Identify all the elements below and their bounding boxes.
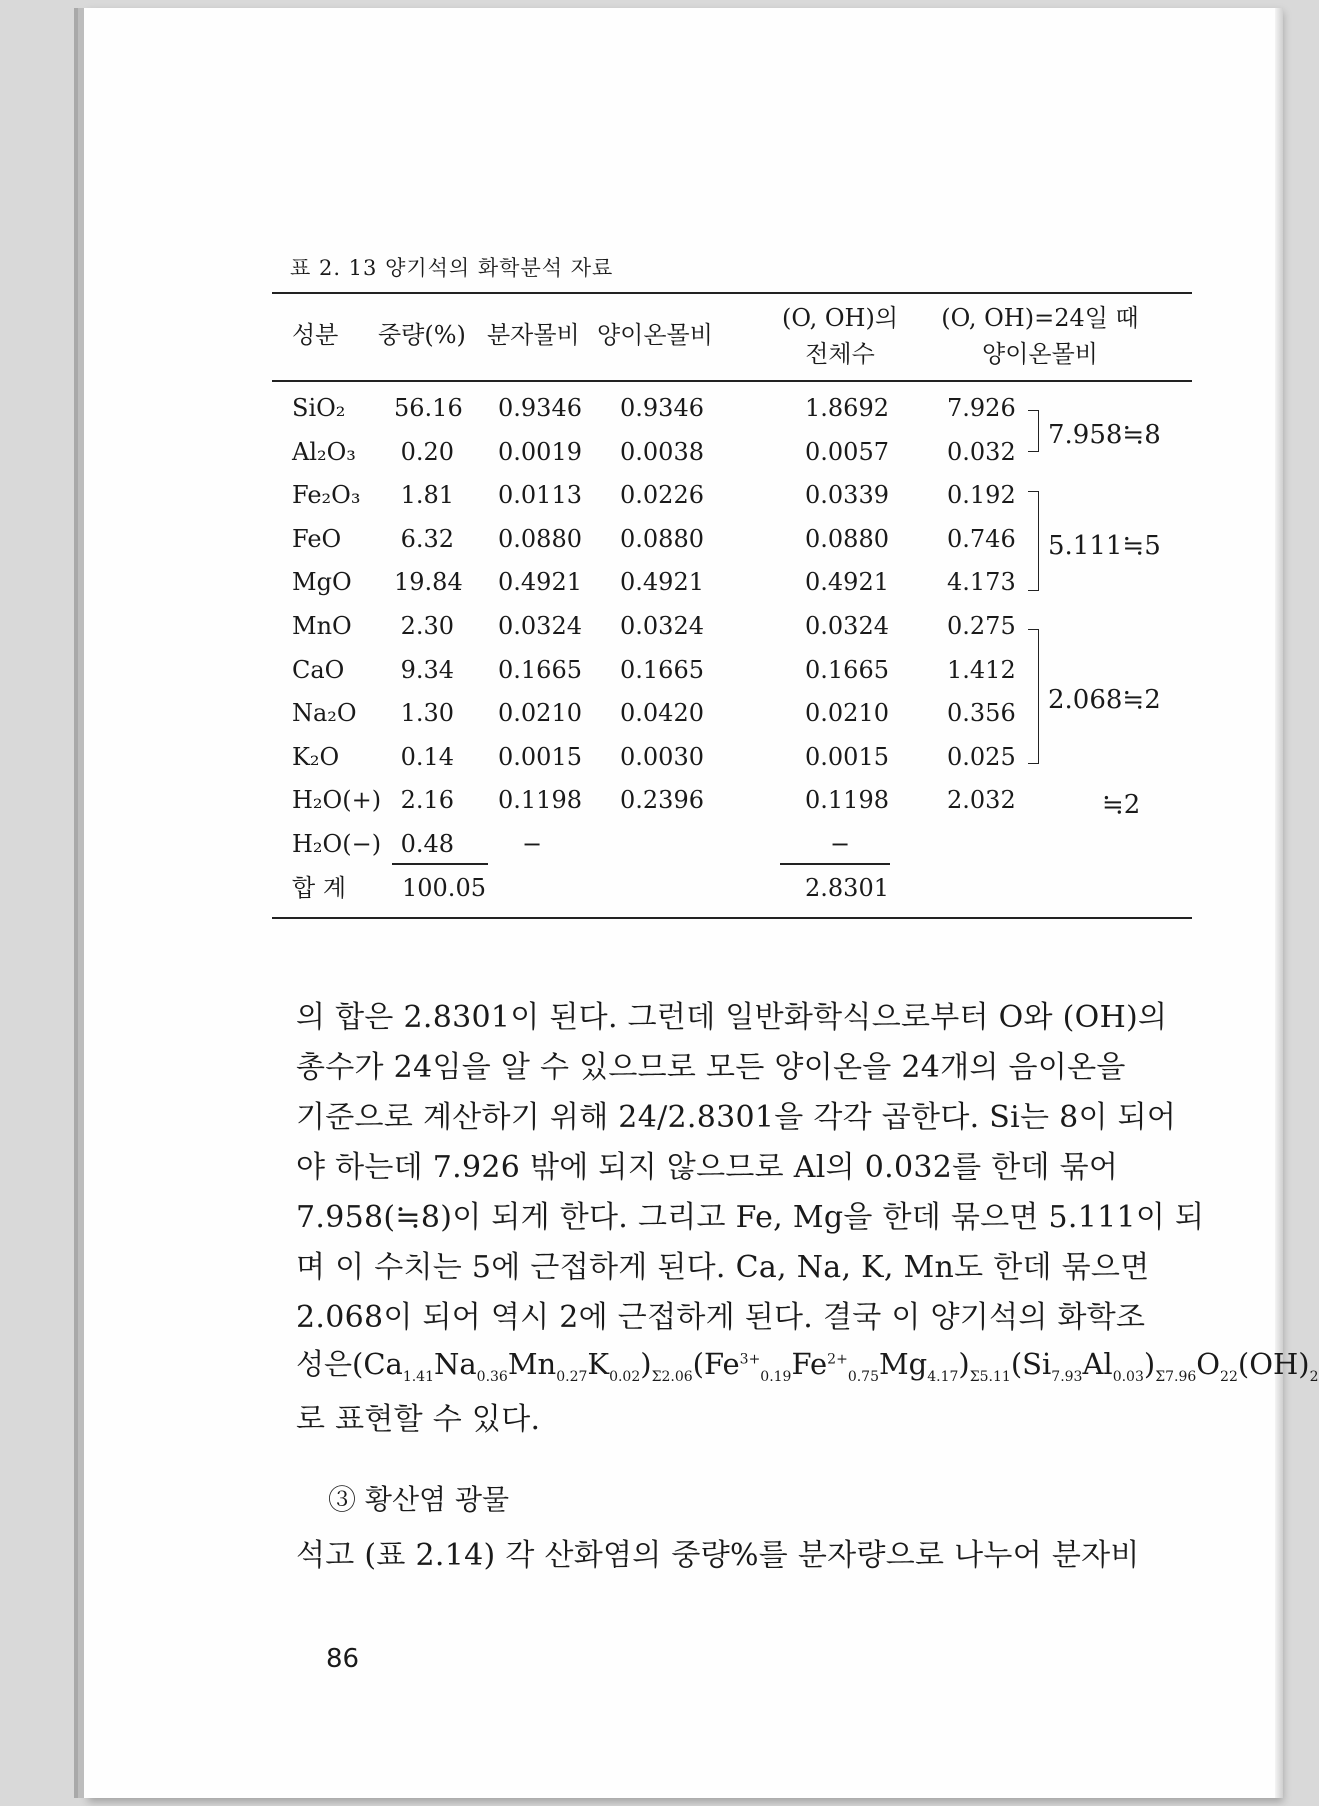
row-molar-ratio: 0.1665 [498, 655, 582, 684]
total-sum-line [780, 863, 890, 865]
header-molar-ratio: 분자몰비 [487, 321, 580, 349]
table-top-rule [272, 292, 1192, 294]
row-total: 1.8692 [805, 394, 889, 422]
row-component: Na₂O [292, 699, 357, 728]
row-molar-ratio: 0.0015 [498, 742, 582, 771]
row-total: 0.0880 [805, 524, 889, 553]
bracket-fe-mg [1028, 491, 1039, 591]
row-molar-ratio: 0.9346 [498, 394, 582, 422]
row-total: 0.0324 [805, 612, 889, 640]
row-component: 합 계 [292, 873, 346, 902]
row-weight: 0.48 [400, 830, 454, 858]
row-cation-ratio: 0.1665 [620, 655, 704, 684]
row-cation-ratio: 0.4921 [620, 568, 704, 597]
row-total: 2.8301 [805, 873, 889, 902]
row-cation24: 0.275 [947, 612, 1016, 640]
row-molar-ratio: 0.0324 [498, 612, 582, 640]
row-molar-ratio: 0.0210 [498, 699, 582, 728]
row-cation-ratio: 0.0324 [620, 612, 704, 640]
para-end: 로 표현할 수 있다. [296, 1402, 541, 1437]
row-cation24: 0.192 [947, 481, 1016, 510]
group-h2o: ≒2 [1102, 790, 1141, 820]
row-total: 0.1198 [805, 786, 889, 815]
header-cation24-line2: 양이온몰비 [982, 340, 1098, 368]
para-line-4: 야 하는데 7.926 밖에 되지 않으므로 Al의 0.032를 한데 묶어 [296, 1150, 1119, 1185]
header-cation-molar-ratio: 양이온몰비 [597, 321, 713, 349]
row-total: 0.0015 [805, 742, 889, 771]
row-total: 0.0057 [805, 437, 889, 466]
row-weight: 1.30 [400, 699, 454, 728]
row-component: H₂O(+) [292, 786, 382, 815]
row-cation24: 7.926 [947, 394, 1016, 422]
bracket-mn-ca-na-k [1028, 629, 1039, 764]
row-total: 0.0210 [805, 699, 889, 728]
header-cation24-line1: (O, OH)=24일 때 [941, 304, 1139, 332]
row-molar-ratio: 0.0113 [498, 481, 582, 510]
row-total: 0.4921 [805, 568, 889, 597]
row-component: FeO [292, 524, 342, 553]
chemical-formula: 성은$(Ca_{1.41}Na_{0.36}Mn_{0.27}K_{0.02})_{\Sigma 2.06}(Fe^{3+}_{0.19}Fe^{2+}_{0.75}Mg_{4.17})_{\Sigma 5.11}(Si_{7.93}Al_{0.03})_{\Sigma 7.96}O_{22}(OH)_2$ [296, 1347, 1319, 1385]
row-cation-ratio: 0.0420 [620, 699, 704, 728]
weight-sum-line [392, 863, 488, 865]
row-cation24: 2.032 [947, 786, 1016, 815]
row-cation-ratio: 0.0880 [620, 524, 704, 553]
row-component: MnO [292, 612, 352, 640]
row-component: CaO [292, 655, 345, 684]
row-weight: 9.34 [400, 655, 454, 684]
para-line-2: 총수가 24임을 알 수 있으므로 모든 양이온을 24개의 음이온을 [296, 1050, 1126, 1085]
row-total: 0.0339 [805, 481, 889, 510]
row-molar-ratio: 0.1198 [498, 786, 582, 815]
para-line-3: 기준으로 계산하기 위해 24/2.8301을 각각 곱한다. Si는 8이 되어 [296, 1100, 1177, 1135]
row-cation-ratio: 0.2396 [620, 786, 704, 815]
header-total-line1: (O, OH)의 [781, 304, 899, 332]
group-si-al: 7.958≒8 [1048, 420, 1161, 450]
row-cation24: 0.356 [947, 699, 1016, 728]
row-weight: 19.84 [394, 568, 463, 597]
row-molar-ratio: 0.0880 [498, 524, 582, 553]
row-weight: 6.32 [400, 524, 454, 553]
row-molar-ratio: − [522, 830, 543, 858]
row-component: K₂O [292, 742, 340, 771]
row-cation24: 0.746 [947, 524, 1016, 553]
row-cation-ratio: 0.0038 [620, 437, 704, 466]
row-weight: 0.20 [400, 437, 454, 466]
table-bottom-rule [272, 917, 1192, 919]
row-total: − [830, 830, 851, 858]
row-weight: 2.30 [400, 612, 454, 640]
table-caption: 표 2. 13 양기석의 화학분석 자료 [290, 256, 614, 280]
row-molar-ratio: 0.4921 [498, 568, 582, 597]
row-component: Al₂O₃ [292, 437, 356, 466]
row-cation-ratio: 0.9346 [620, 394, 704, 422]
para-line-5: 7.958(≒8)이 되게 한다. 그리고 Fe, Mg을 한데 묶으면 5.111이 되 [296, 1200, 1205, 1235]
group-ca-na-k-mn: 2.068≒2 [1048, 685, 1161, 715]
row-total: 0.1665 [805, 655, 889, 684]
row-weight: 100.05 [402, 873, 486, 902]
page-number: 86 [326, 1644, 360, 1674]
row-weight: 0.14 [400, 742, 454, 771]
row-component: H₂O(−) [292, 830, 382, 858]
row-component: MgO [292, 568, 352, 597]
row-cation-ratio: 0.0226 [620, 481, 704, 510]
bracket-si-al [1028, 410, 1039, 452]
row-cation24: 0.025 [947, 742, 1016, 771]
para-line-1: 의 합은 2.8301이 된다. 그런데 일반화학식으로부터 O와 (OH)의 [296, 1000, 1168, 1035]
section-line: 석고 (표 2.14) 각 산화염의 중량%를 분자량으로 나누어 분자비 [296, 1538, 1140, 1573]
row-weight: 2.16 [400, 786, 454, 815]
row-cation24: 1.412 [947, 655, 1016, 684]
header-component: 성분 [292, 321, 339, 349]
header-total-line2: 전체수 [805, 340, 875, 368]
para-line-6: 며 이 수치는 5에 근접하게 된다. Ca, Na, K, Mn도 한데 묶으면 [296, 1250, 1150, 1285]
header-weight: 중량(%) [378, 321, 466, 349]
section-title: ③ 황산염 광물 [328, 1483, 510, 1516]
row-molar-ratio: 0.0019 [498, 437, 582, 466]
group-fe-mg: 5.111≒5 [1048, 531, 1161, 561]
para-line-7: 2.068이 되어 역시 2에 근접하게 된다. 결국 이 양기석의 화학조 [296, 1300, 1146, 1335]
row-cation-ratio: 0.0030 [620, 742, 704, 771]
row-weight: 1.81 [400, 481, 454, 510]
row-weight: 56.16 [394, 394, 463, 422]
row-cation24: 4.173 [947, 568, 1016, 597]
row-component: Fe₂O₃ [292, 481, 361, 510]
table-header-rule [272, 380, 1192, 382]
row-cation24: 0.032 [947, 437, 1016, 466]
page-edge [1275, 8, 1283, 1798]
row-component: SiO₂ [292, 394, 346, 422]
